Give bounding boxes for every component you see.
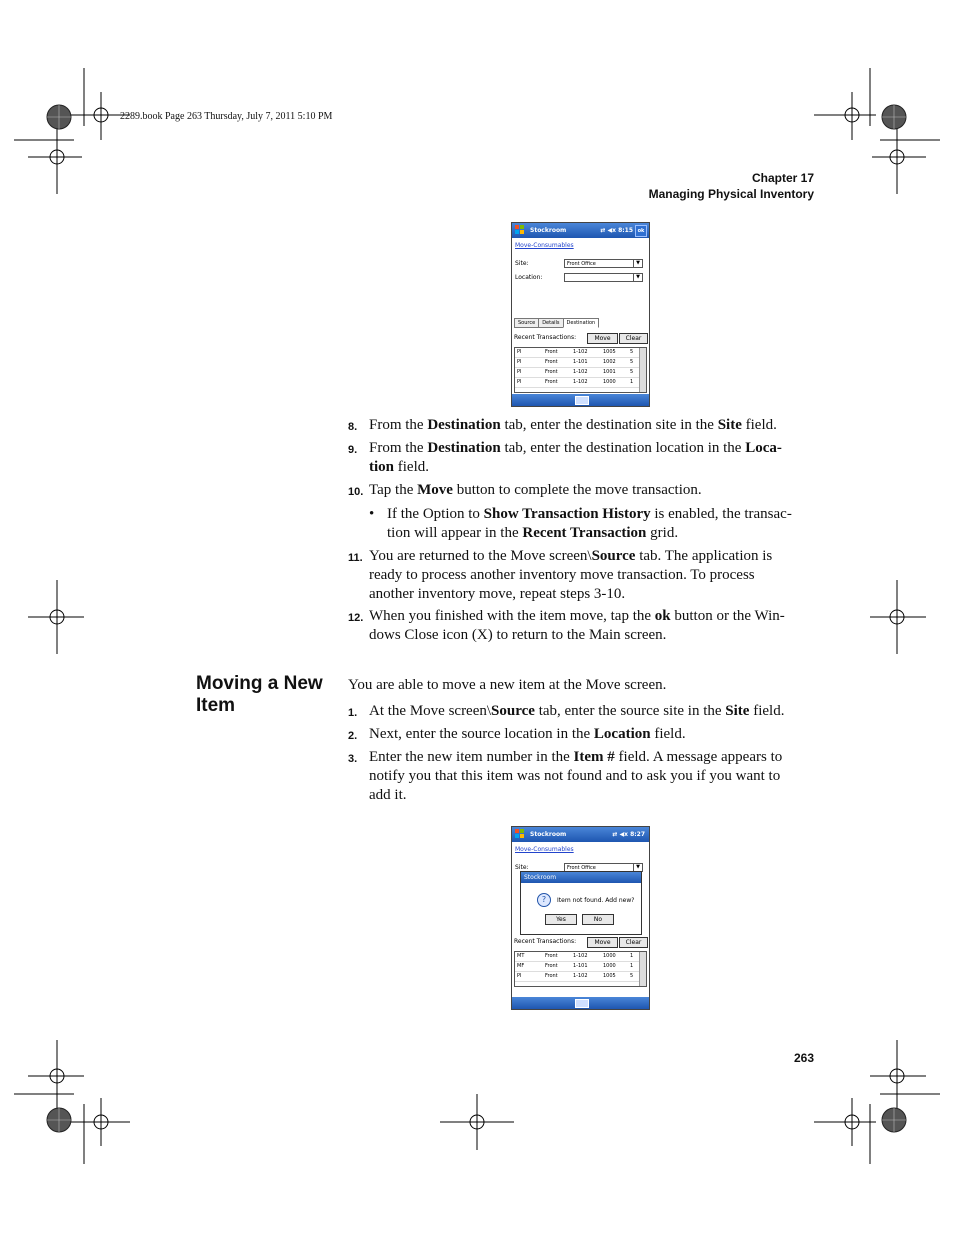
vertical-scrollbar[interactable] [639, 348, 646, 392]
step-12 [348, 607, 810, 645]
chevron-down-icon[interactable]: ▼ [633, 864, 642, 871]
step-number: 12. [348, 612, 364, 624]
app-title: Stockroom [530, 227, 567, 234]
question-icon: ? [537, 893, 551, 907]
table-cell: 1 [630, 953, 634, 959]
table-row[interactable] [515, 378, 646, 388]
site-label: Site: [515, 864, 529, 871]
table-cell: MF [517, 963, 525, 969]
table-cell: 1001 [603, 369, 616, 375]
status-indicators: ⇄ ◀x 8:15 [600, 227, 633, 234]
vertical-scrollbar[interactable] [639, 952, 646, 986]
table-cell: 1002 [603, 359, 616, 365]
status-indicators: ⇄ ◀x 8:27 [612, 831, 645, 838]
table-cell: 5 [630, 349, 634, 355]
step-text: From the Destination tab, enter the destination location in the Loca- tion field. [369, 440, 782, 475]
table-cell: 5 [630, 369, 634, 375]
step-text: At the Move screen\Source tab, enter the source site in the Site field. [369, 703, 785, 719]
table-cell: 1 [630, 963, 634, 969]
recent-transactions-grid[interactable] [514, 951, 647, 987]
recent-transactions-label: Recent Transactions: [514, 334, 577, 341]
table-cell: 1-101 [573, 359, 588, 365]
table-cell: 1-102 [573, 369, 588, 375]
step-number: 3. [348, 753, 358, 765]
table-cell: 5 [630, 973, 634, 979]
table-cell: Front [545, 369, 558, 375]
table-cell: Front [545, 953, 558, 959]
step-8 [348, 416, 810, 435]
step-text: From the Destination tab, enter the destination site in the Site field. [369, 417, 777, 433]
yes-button[interactable]: Yes [545, 914, 577, 925]
site-label: Site: [515, 260, 529, 267]
site-value: Front Office [567, 261, 596, 267]
table-cell: PI [517, 973, 522, 979]
site-select[interactable] [564, 259, 643, 268]
recent-transactions-label: Recent Transactions: [514, 938, 577, 945]
step-11 [348, 547, 810, 604]
no-button[interactable]: No [582, 914, 614, 925]
chevron-down-icon[interactable]: ▼ [633, 274, 642, 281]
section-intro: You are able to move a new item at the Move screen. [348, 677, 667, 693]
tab-destination[interactable]: Destination [563, 318, 600, 328]
tab-details[interactable]: Details [538, 318, 563, 328]
table-cell: Front [545, 349, 558, 355]
location-label: Location: [515, 274, 543, 281]
step-number: 8. [348, 421, 358, 433]
bullet-show-history [369, 505, 811, 543]
step-text: Enter the new item number in the Item # field. A message appears to notify you that this item was not found and to ask you if you want to add it. [369, 749, 783, 803]
table-cell: 1 [630, 379, 634, 385]
table-cell: Front [545, 359, 558, 365]
step-number: 11. [348, 552, 363, 564]
table-cell: 1005 [603, 349, 616, 355]
item-not-found-dialog [520, 871, 642, 935]
table-cell: Front [545, 973, 558, 979]
table-cell: 1000 [603, 953, 616, 959]
dialog-title: Stockroom [521, 872, 641, 883]
step-text: When you finished with the item move, tap the ok button or the Win- dows Close icon (X) to return to the Main screen. [369, 608, 785, 643]
clear-button[interactable]: Clear [619, 937, 648, 948]
dialog-message: Item not found. Add new? [557, 897, 635, 904]
table-row[interactable] [515, 348, 646, 358]
table-cell: 1-102 [573, 379, 588, 385]
device-bottom-bar [512, 394, 649, 406]
move-button[interactable]: Move [587, 333, 618, 344]
step-number: 1. [348, 707, 358, 719]
table-cell: 1-102 [573, 973, 588, 979]
tab-source[interactable]: Source [514, 318, 539, 328]
step-text: Tap the Move button to complete the move transaction. [369, 482, 702, 498]
table-cell: 1-101 [573, 963, 588, 969]
table-row[interactable] [515, 972, 646, 982]
ok-button[interactable]: ok [635, 225, 647, 237]
tab-bar [514, 318, 598, 328]
table-cell: 1000 [603, 963, 616, 969]
table-row[interactable] [515, 962, 646, 972]
chapter-number: Chapter 17 [751, 171, 814, 185]
table-cell: 1005 [603, 973, 616, 979]
recent-transactions-grid[interactable] [514, 347, 647, 393]
table-cell: 1000 [603, 379, 616, 385]
table-cell: PI [517, 369, 522, 375]
keyboard-icon[interactable] [575, 396, 589, 405]
table-cell: PI [517, 379, 522, 385]
step-1 [348, 702, 810, 721]
app-title: Stockroom [530, 831, 567, 838]
step-9 [348, 439, 810, 477]
device-screenshot-add-item [511, 826, 650, 1010]
device-screenshot-destination [511, 222, 650, 407]
table-cell: MT [517, 953, 525, 959]
windows-logo-icon [515, 829, 525, 839]
step-number: 10. [348, 486, 364, 498]
step-10 [348, 481, 810, 500]
clear-button[interactable]: Clear [619, 333, 648, 344]
section-title: Moving a New Item [196, 673, 323, 716]
step-text: You are returned to the Move screen\Source tab. The application is ready to process another inventory move transaction. To process another inventory move, repeat steps 3-10. [369, 548, 773, 602]
step-number: 9. [348, 444, 358, 456]
screen-name[interactable]: Move-Consumables [515, 846, 574, 853]
chapter-title: Managing Physical Inventory [648, 187, 814, 201]
site-value: Front Office [567, 865, 596, 871]
table-cell: PI [517, 359, 522, 365]
device-bottom-bar [512, 997, 649, 1009]
bullet-text: If the Option to Show Transaction History is enabled, the transac- tion will appear in the Recent Transaction grid. [387, 506, 792, 541]
table-row[interactable] [515, 952, 646, 962]
step-3 [348, 748, 810, 805]
table-row[interactable] [515, 368, 646, 378]
screen-name[interactable]: Move-Consumables [515, 242, 574, 249]
device-title-bar [512, 827, 649, 842]
table-cell: 1-102 [573, 349, 588, 355]
step-number: 2. [348, 730, 358, 742]
move-button[interactable]: Move [587, 937, 618, 948]
page-number: 263 [793, 1051, 814, 1065]
table-cell: 1-102 [573, 953, 588, 959]
keyboard-icon[interactable] [575, 999, 589, 1008]
book-info: 2289.book Page 263 Thursday, July 7, 2011 5:10 PM [120, 111, 333, 122]
step-2 [348, 725, 810, 744]
chevron-down-icon[interactable]: ▼ [633, 260, 642, 267]
location-select[interactable] [564, 273, 643, 282]
table-cell: PI [517, 349, 522, 355]
device-title-bar [512, 223, 649, 238]
windows-logo-icon [515, 225, 525, 235]
bullet-dot: • [369, 506, 375, 522]
step-text: Next, enter the source location in the Location field. [369, 726, 686, 742]
table-row[interactable] [515, 358, 646, 368]
table-cell: 5 [630, 359, 634, 365]
table-cell: Front [545, 963, 558, 969]
table-cell: Front [545, 379, 558, 385]
